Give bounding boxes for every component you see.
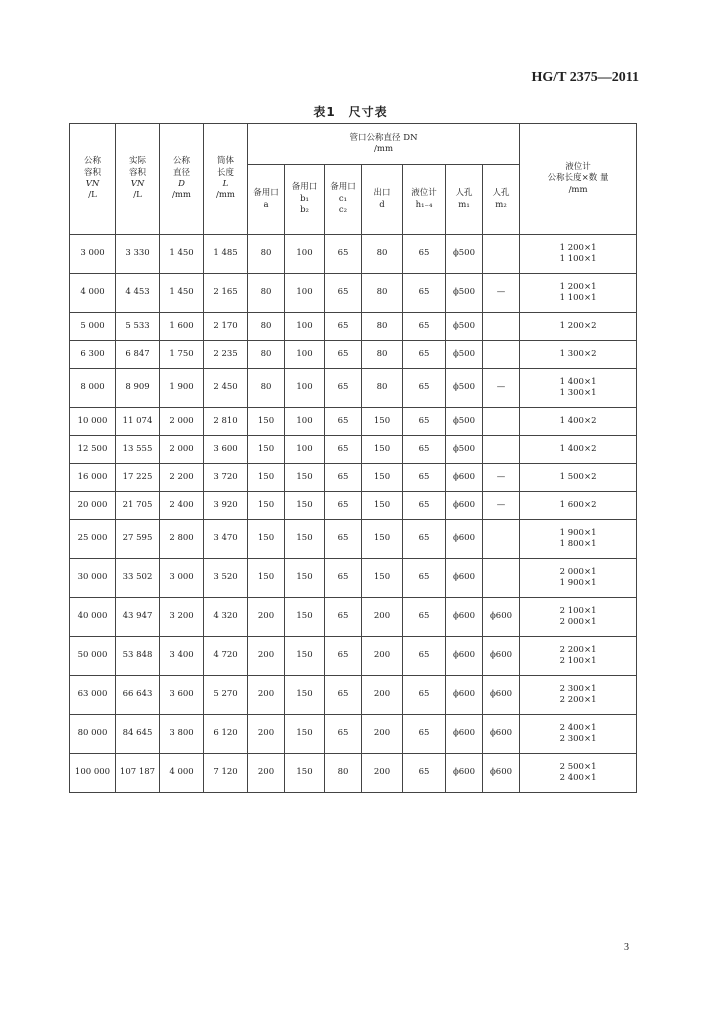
cell-a: 150 (248, 408, 285, 436)
cell-m2: ϕ600 (483, 637, 520, 676)
cell-actual: 13 555 (116, 436, 160, 464)
cell-h: 65 (403, 754, 446, 793)
cell-a: 80 (248, 274, 285, 313)
cell-m2: ϕ600 (483, 676, 520, 715)
cell-b: 150 (285, 492, 325, 520)
cell-l: 2 170 (204, 313, 248, 341)
cell-out: 150 (362, 408, 403, 436)
header-diameter: 公称 直径 D /mm (160, 124, 204, 235)
cell-l: 2 165 (204, 274, 248, 313)
cell-out: 150 (362, 559, 403, 598)
header-spare-a: 备用口 a (248, 165, 285, 235)
cell-vn: 4 000 (70, 274, 116, 313)
cell-vn: 100 000 (70, 754, 116, 793)
cell-m2 (483, 408, 520, 436)
cell-vn: 30 000 (70, 559, 116, 598)
cell-gauge: 1 400×1 1 300×1 (520, 369, 637, 408)
cell-actual: 43 947 (116, 598, 160, 637)
cell-d: 1 750 (160, 341, 204, 369)
table-row (70, 408, 637, 436)
cell-d: 1 900 (160, 369, 204, 408)
cell-m1: ϕ500 (446, 436, 483, 464)
cell-out: 200 (362, 676, 403, 715)
cell-gauge: 1 400×2 (520, 436, 637, 464)
cell-m2: ϕ600 (483, 715, 520, 754)
cell-l: 3 600 (204, 436, 248, 464)
cell-l: 2 810 (204, 408, 248, 436)
cell-m2: ϕ600 (483, 754, 520, 793)
cell-gauge: 2 000×1 1 900×1 (520, 559, 637, 598)
cell-b: 150 (285, 637, 325, 676)
cell-out: 80 (362, 369, 403, 408)
cell-gauge: 2 400×1 2 300×1 (520, 715, 637, 754)
cell-m1: ϕ500 (446, 341, 483, 369)
cell-vn: 12 500 (70, 436, 116, 464)
table-row (70, 341, 637, 369)
cell-out: 150 (362, 436, 403, 464)
cell-d: 2 800 (160, 520, 204, 559)
cell-l: 3 470 (204, 520, 248, 559)
cell-vn: 50 000 (70, 637, 116, 676)
cell-d: 3 600 (160, 676, 204, 715)
cell-b: 100 (285, 436, 325, 464)
cell-actual: 11 074 (116, 408, 160, 436)
cell-l: 2 235 (204, 341, 248, 369)
cell-d: 4 000 (160, 754, 204, 793)
cell-m1: ϕ600 (446, 754, 483, 793)
cell-out: 80 (362, 341, 403, 369)
cell-m2 (483, 313, 520, 341)
cell-a: 200 (248, 715, 285, 754)
cell-c: 65 (325, 341, 362, 369)
cell-vn: 25 000 (70, 520, 116, 559)
cell-out: 200 (362, 754, 403, 793)
cell-m2: ϕ600 (483, 598, 520, 637)
cell-gauge: 1 600×2 (520, 492, 637, 520)
page-number: 3 (624, 942, 629, 953)
cell-vn: 3 000 (70, 235, 116, 274)
cell-l: 3 920 (204, 492, 248, 520)
cell-a: 150 (248, 464, 285, 492)
cell-out: 80 (362, 274, 403, 313)
cell-m2: — (483, 369, 520, 408)
cell-a: 80 (248, 313, 285, 341)
cell-b: 100 (285, 235, 325, 274)
cell-h: 65 (403, 715, 446, 754)
header-vn-actual: 实际 容积 VN /L (116, 124, 160, 235)
cell-gauge: 2 200×1 2 100×1 (520, 637, 637, 676)
cell-actual: 33 502 (116, 559, 160, 598)
table-row (70, 637, 637, 676)
cell-d: 3 000 (160, 559, 204, 598)
cell-vn: 6 300 (70, 341, 116, 369)
cell-vn: 16 000 (70, 464, 116, 492)
cell-m2: — (483, 464, 520, 492)
header-nozzle-group: 管口公称直径 DN /mm (248, 124, 520, 165)
cell-m1: ϕ600 (446, 637, 483, 676)
cell-out: 200 (362, 637, 403, 676)
cell-m2 (483, 520, 520, 559)
cell-out: 80 (362, 235, 403, 274)
cell-b: 100 (285, 274, 325, 313)
cell-actual: 27 595 (116, 520, 160, 559)
cell-actual: 66 643 (116, 676, 160, 715)
cell-b: 150 (285, 754, 325, 793)
cell-c: 80 (325, 754, 362, 793)
cell-d: 2 000 (160, 408, 204, 436)
cell-gauge: 1 200×1 1 100×1 (520, 235, 637, 274)
table-row (70, 235, 637, 274)
cell-a: 80 (248, 369, 285, 408)
cell-l: 6 120 (204, 715, 248, 754)
cell-h: 65 (403, 235, 446, 274)
cell-vn: 63 000 (70, 676, 116, 715)
cell-actual: 3 330 (116, 235, 160, 274)
cell-b: 100 (285, 313, 325, 341)
cell-c: 65 (325, 598, 362, 637)
cell-h: 65 (403, 408, 446, 436)
cell-c: 65 (325, 559, 362, 598)
cell-gauge: 1 400×2 (520, 408, 637, 436)
table-row (70, 559, 637, 598)
cell-actual: 8 909 (116, 369, 160, 408)
cell-a: 150 (248, 436, 285, 464)
cell-out: 200 (362, 598, 403, 637)
cell-a: 200 (248, 754, 285, 793)
cell-out: 150 (362, 520, 403, 559)
cell-a: 150 (248, 559, 285, 598)
cell-c: 65 (325, 637, 362, 676)
cell-h: 65 (403, 369, 446, 408)
table-row (70, 492, 637, 520)
cell-h: 65 (403, 492, 446, 520)
cell-b: 150 (285, 676, 325, 715)
cell-d: 3 800 (160, 715, 204, 754)
cell-h: 65 (403, 274, 446, 313)
cell-m1: ϕ500 (446, 274, 483, 313)
cell-c: 65 (325, 235, 362, 274)
cell-a: 200 (248, 637, 285, 676)
cell-h: 65 (403, 341, 446, 369)
cell-h: 65 (403, 559, 446, 598)
cell-m1: ϕ600 (446, 492, 483, 520)
cell-c: 65 (325, 520, 362, 559)
cell-m1: ϕ500 (446, 313, 483, 341)
table-row (70, 520, 637, 559)
cell-actual: 5 533 (116, 313, 160, 341)
cell-out: 200 (362, 715, 403, 754)
cell-d: 2 400 (160, 492, 204, 520)
cell-gauge: 2 100×1 2 000×1 (520, 598, 637, 637)
cell-h: 65 (403, 598, 446, 637)
cell-vn: 80 000 (70, 715, 116, 754)
table-row (70, 436, 637, 464)
cell-vn: 10 000 (70, 408, 116, 436)
table-row (70, 598, 637, 637)
cell-a: 150 (248, 492, 285, 520)
cell-m1: ϕ600 (446, 464, 483, 492)
cell-b: 100 (285, 369, 325, 408)
cell-d: 1 450 (160, 274, 204, 313)
cell-c: 65 (325, 408, 362, 436)
cell-c: 65 (325, 436, 362, 464)
cell-l: 5 270 (204, 676, 248, 715)
cell-gauge: 1 200×2 (520, 313, 637, 341)
cell-d: 1 600 (160, 313, 204, 341)
cell-gauge: 1 900×1 1 800×1 (520, 520, 637, 559)
cell-vn: 8 000 (70, 369, 116, 408)
cell-m1: ϕ600 (446, 676, 483, 715)
header-manhole-2: 人孔 m₂ (483, 165, 520, 235)
cell-l: 7 120 (204, 754, 248, 793)
cell-d: 2 200 (160, 464, 204, 492)
cell-actual: 21 705 (116, 492, 160, 520)
standard-code: HG/T 2375—2011 (531, 70, 639, 85)
cell-m1: ϕ600 (446, 715, 483, 754)
cell-m2: — (483, 492, 520, 520)
header-gauge-spec: 液位计 公称长度×数 量 /mm (520, 124, 637, 235)
cell-m1: ϕ500 (446, 369, 483, 408)
cell-actual: 84 645 (116, 715, 160, 754)
cell-actual: 17 225 (116, 464, 160, 492)
cell-m1: ϕ500 (446, 408, 483, 436)
cell-b: 150 (285, 520, 325, 559)
header-vn-nominal: 公称 容积 VN /L (70, 124, 116, 235)
table-row (70, 754, 637, 793)
table-row (70, 369, 637, 408)
cell-c: 65 (325, 464, 362, 492)
cell-gauge: 1 500×2 (520, 464, 637, 492)
table-row (70, 274, 637, 313)
cell-a: 80 (248, 235, 285, 274)
header-outlet: 出口 d (362, 165, 403, 235)
cell-b: 150 (285, 559, 325, 598)
table-row (70, 676, 637, 715)
cell-actual: 53 848 (116, 637, 160, 676)
cell-l: 4 320 (204, 598, 248, 637)
table-row (70, 715, 637, 754)
cell-m1: ϕ600 (446, 520, 483, 559)
cell-b: 100 (285, 408, 325, 436)
cell-c: 65 (325, 676, 362, 715)
cell-b: 150 (285, 598, 325, 637)
cell-d: 3 200 (160, 598, 204, 637)
cell-b: 150 (285, 715, 325, 754)
cell-actual: 107 187 (116, 754, 160, 793)
header-spare-b: 备用口 b₁ b₂ (285, 165, 325, 235)
cell-c: 65 (325, 274, 362, 313)
table-row (70, 313, 637, 341)
header-level-gauge: 液位计 h₁₋₄ (403, 165, 446, 235)
cell-actual: 6 847 (116, 341, 160, 369)
header-spare-c: 备用口 c₁ c₂ (325, 165, 362, 235)
cell-vn: 40 000 (70, 598, 116, 637)
cell-m1: ϕ600 (446, 559, 483, 598)
cell-h: 65 (403, 520, 446, 559)
cell-m2 (483, 341, 520, 369)
cell-a: 150 (248, 520, 285, 559)
cell-d: 3 400 (160, 637, 204, 676)
cell-h: 65 (403, 637, 446, 676)
cell-m1: ϕ600 (446, 598, 483, 637)
cell-c: 65 (325, 313, 362, 341)
cell-m2: — (483, 274, 520, 313)
header-length: 筒体 长度 L /mm (204, 124, 248, 235)
table-row (70, 464, 637, 492)
table-title: 表1 尺寸表 (313, 105, 388, 119)
cell-c: 65 (325, 715, 362, 754)
cell-l: 3 520 (204, 559, 248, 598)
cell-m1: ϕ500 (446, 235, 483, 274)
header-manhole-1: 人孔 m₁ (446, 165, 483, 235)
dimensions-table (69, 123, 637, 793)
cell-l: 3 720 (204, 464, 248, 492)
cell-out: 80 (362, 313, 403, 341)
cell-actual: 4 453 (116, 274, 160, 313)
cell-gauge: 1 200×1 1 100×1 (520, 274, 637, 313)
cell-b: 100 (285, 341, 325, 369)
cell-a: 200 (248, 598, 285, 637)
cell-vn: 20 000 (70, 492, 116, 520)
cell-a: 80 (248, 341, 285, 369)
cell-b: 150 (285, 464, 325, 492)
cell-c: 65 (325, 369, 362, 408)
cell-c: 65 (325, 492, 362, 520)
cell-m2 (483, 235, 520, 274)
cell-h: 65 (403, 464, 446, 492)
cell-h: 65 (403, 436, 446, 464)
cell-gauge: 1 300×2 (520, 341, 637, 369)
cell-d: 1 450 (160, 235, 204, 274)
cell-vn: 5 000 (70, 313, 116, 341)
cell-gauge: 2 300×1 2 200×1 (520, 676, 637, 715)
cell-h: 65 (403, 676, 446, 715)
cell-gauge: 2 500×1 2 400×1 (520, 754, 637, 793)
cell-out: 150 (362, 492, 403, 520)
cell-l: 4 720 (204, 637, 248, 676)
cell-l: 2 450 (204, 369, 248, 408)
cell-m2 (483, 436, 520, 464)
cell-a: 200 (248, 676, 285, 715)
cell-l: 1 485 (204, 235, 248, 274)
cell-h: 65 (403, 313, 446, 341)
cell-d: 2 000 (160, 436, 204, 464)
cell-m2 (483, 559, 520, 598)
cell-out: 150 (362, 464, 403, 492)
